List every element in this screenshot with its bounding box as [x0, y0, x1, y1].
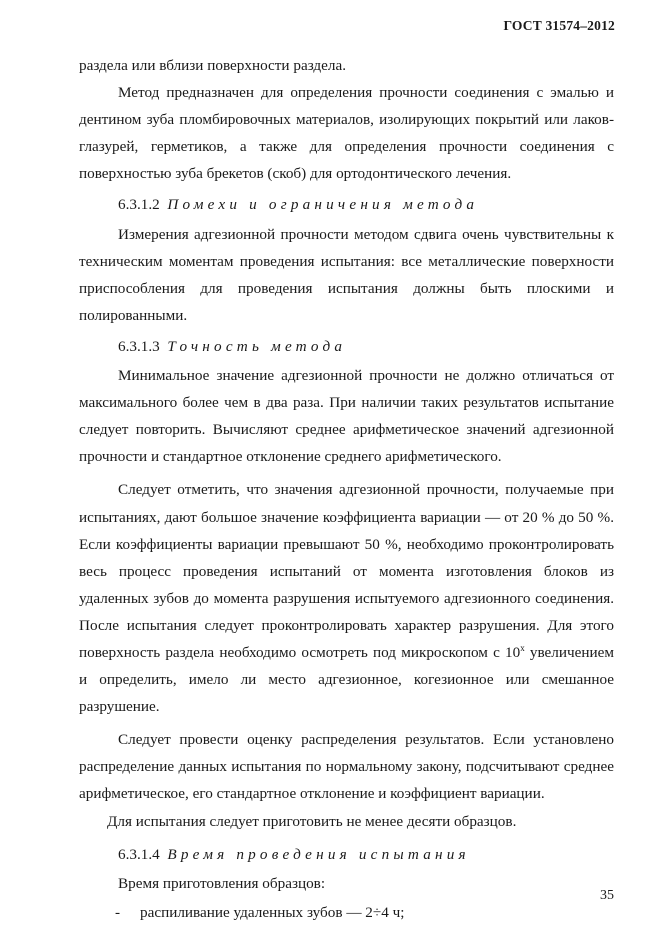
document-body: [79, 52, 614, 926]
paragraph-method-purpose: Метод предназначен для определения прочности соединения с эмалью и дентином зуба пломбировочных материалов, изолирующих покрытий или лаков-глазурей, герметиков, а также для определения прочности соединения с поверхностью зуба брекетов (скоб) для ортодонтического лечения.: [79, 84, 614, 183]
section-title: Точность метода: [167, 337, 347, 355]
superscript-x: x: [520, 642, 525, 653]
document-header-standard: ГОСТ 31574–2012: [503, 18, 615, 33]
paragraph-continuation: раздела или вблизи поверхности раздела.: [79, 57, 347, 74]
paragraph-prep-time: Время приготовления образцов:: [118, 874, 326, 892]
list-dash: -: [115, 903, 121, 921]
paragraph-distribution: Следует провести оценку распределения результатов. Если установлено распределение данных испытания по нормальному закону, подсчитывают среднее арифметическое, его стандартное отклонение и коэффициент вариации.: [79, 731, 614, 803]
section-title: Помехи и ограничения метода: [167, 196, 479, 214]
paragraph-sample-count: Для испытания следует приготовить не менее десяти образцов.: [107, 812, 517, 830]
list-item-text: распиливание удаленных зубов — 2÷4 ч;: [140, 903, 405, 921]
section-number: 6.3.1.4: [118, 845, 160, 863]
section-title: Время проведения испытания: [167, 845, 470, 863]
section-heading-6-3-1-4: [79, 841, 614, 868]
list-item: [79, 899, 614, 926]
paragraph-variation-part-b: увеличением и определить, имело ли место адгезионное, когезионное или смешанное разрушение.: [79, 643, 614, 716]
section-heading-6-3-1-2: [79, 191, 614, 218]
paragraph-variation-part-a: Следует отметить, что значения адгезионной прочности, получаемые при испытаниях, дают большое значение коэффициента вариации — от 20 % до 50 %. Если коэффициенты вариации превышают 50 %, необходимо проконтролировать весь процесс проведения испытаний от момента изготовления блоков из удаленных зубов до момента разрушения испытуемого адгезионного соединения. После испытания следует проконтролировать характер разрушения. Для этого поверхность раздела необходимо осмотреть под микроскопом с 10: [79, 481, 614, 661]
section-number: 6.3.1.2: [118, 196, 160, 214]
section-heading-6-3-1-3: [79, 333, 614, 360]
section-number: 6.3.1.3: [118, 337, 160, 355]
paragraph-accuracy: Минимальное значение адгезионной прочности не должно отличаться от максимального более чем в два раза. При наличии таких результатов испытание следует повторить. Вычисляют среднее арифметическое значений адгезионной прочности и стандартное отклонение среднего арифметического.: [79, 367, 614, 466]
paragraph-interference: Измерения адгезионной прочности методом сдвига очень чувствительны к техническим моментам проведения испытания: все металлические поверхности приспособления для проведения испытания должны быть плоскими и полированными.: [79, 225, 614, 324]
paragraph-variation: [79, 476, 614, 720]
page-number: 35: [600, 888, 614, 903]
